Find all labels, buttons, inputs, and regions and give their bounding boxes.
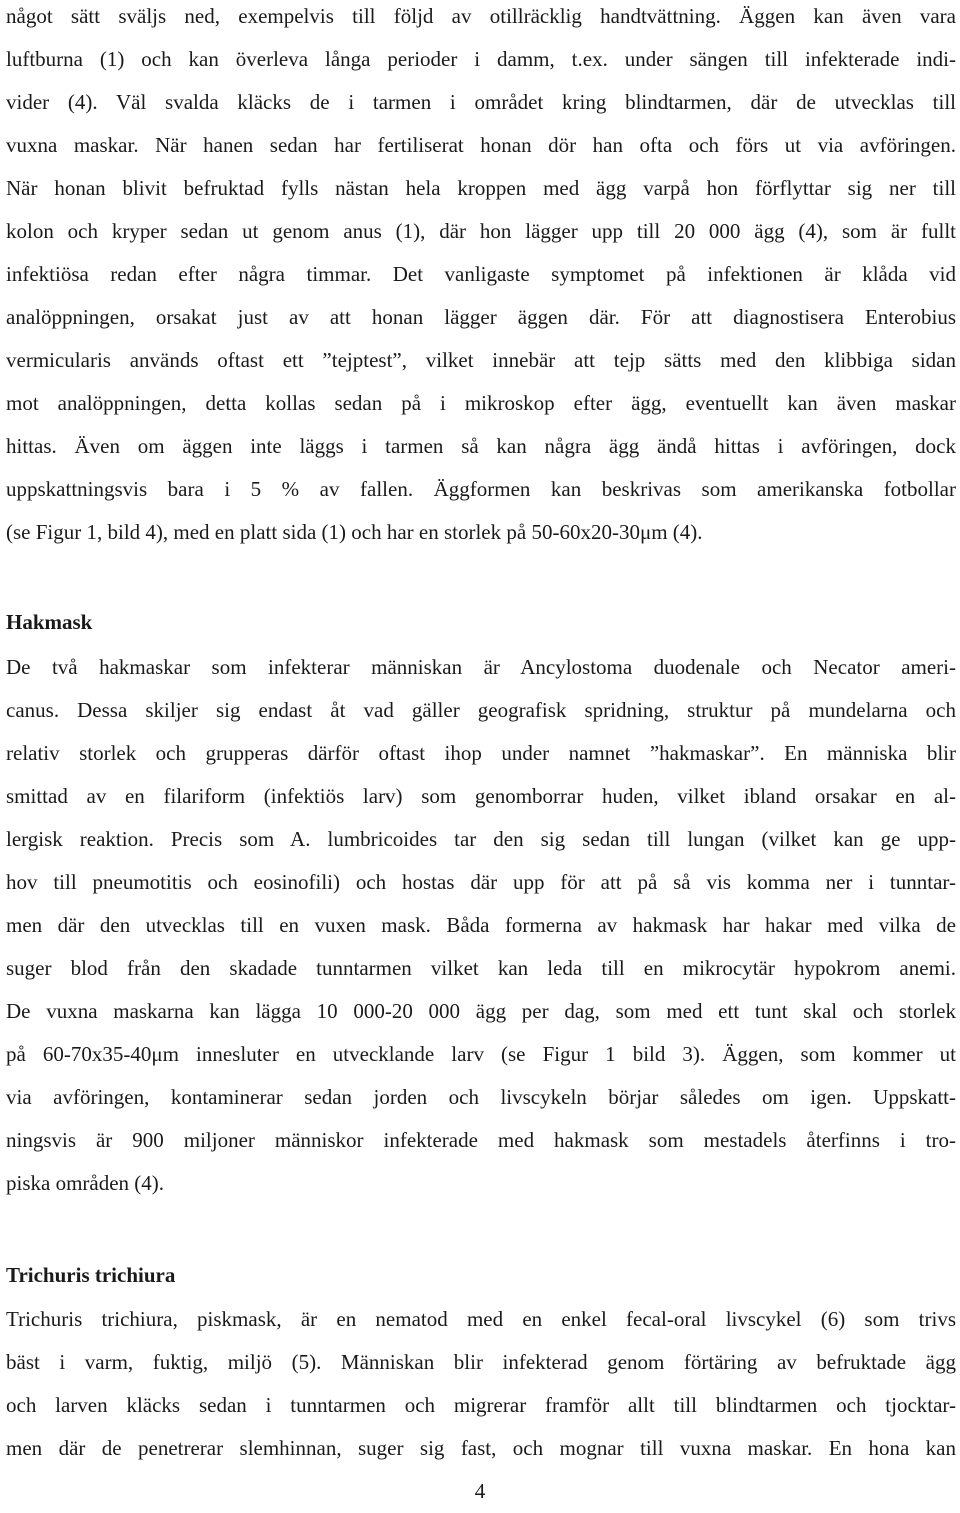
section-heading-hakmask: Hakmask (6, 610, 93, 634)
text-line: relativ storlek och grupperas därför oftast ihop under namnet ”hakmaskar”. En människa blir (6, 741, 956, 765)
text-line: och larven kläcks sedan i tunntarmen och migrerar framför allt till blindtarmen och tjocktar- (6, 1393, 956, 1417)
text-line: suger blod från den skadade tunntarmen vilket kan leda till en mikrocytär hypokrom anemi. (6, 956, 956, 980)
text-line: De två hakmaskar som infekterar människan är Ancylostoma duodenale och Necator ameri- (6, 655, 956, 679)
section-heading-trichuris: Trichuris trichiura (6, 1263, 176, 1287)
text-line: hov till pneumotitis och eosinofili) och hostas där upp för att på så vis komma ner i tunntar- (6, 870, 956, 894)
text-line: vuxna maskar. När hanen sedan har fertiliserat honan dör han ofta och förs ut via avföringen. (6, 133, 956, 157)
text-line: på 60-70x35-40μm innesluter en utvecklande larv (se Figur 1 bild 3). Äggen, som kommer ut (6, 1042, 956, 1066)
text-line: mot analöppningen, detta kollas sedan på i mikroskop efter ägg, eventuellt kan även maskar (6, 391, 956, 415)
text-line: hittas. Även om äggen inte läggs i tarmen så kan några ägg ändå hittas i avföringen, dock (6, 434, 956, 458)
text-line: canus. Dessa skiljer sig endast åt vad gäller geografisk spridning, struktur på mundelarna och (6, 698, 956, 722)
text-line: via avföringen, kontaminerar sedan jorden och livscykeln börjar således om igen. Uppskatt- (6, 1085, 956, 1109)
text-line: men där den utvecklas till en vuxen mask. Båda formerna av hakmask har hakar med vilka de (6, 913, 956, 937)
text-line: något sätt sväljs ned, exempelvis till följd av otillräcklig handtvättning. Äggen kan även vara (6, 4, 956, 28)
text-line: analöppningen, orsakat just av att honan lägger äggen där. För att diagnostisera Enterobius (6, 305, 956, 329)
text-line: lergisk reaktion. Precis som A. lumbricoides tar den sig sedan till lungan (vilket kan ge upp- (6, 827, 956, 851)
text-line: piska områden (4). (6, 1171, 165, 1195)
text-line: Trichuris trichiura, piskmask, är en nematod med en enkel fecal-oral livscykel (6) som trivs (6, 1307, 956, 1331)
page-number: 4 (474, 1479, 486, 1503)
text-line: men där de penetrerar slemhinnan, suger sig fast, och mognar till vuxna maskar. En hona kan (6, 1436, 956, 1460)
text-line: De vuxna maskarna kan lägga 10 000-20 000 ägg per dag, som med ett tunt skal och storlek (6, 999, 956, 1023)
text-line: uppskattningsvis bara i 5 % av fallen. Äggformen kan beskrivas som amerikanska fotbollar (6, 477, 956, 501)
text-line: infektiösa redan efter några timmar. Det vanligaste symptomet på infektionen är klåda vid (6, 262, 956, 286)
text-line: bäst i varm, fuktig, miljö (5). Människan blir infekterad genom förtäring av befruktade ägg (6, 1350, 956, 1374)
text-line: (se Figur 1, bild 4), med en platt sida (1) och har en storlek på 50-60x20-30μm (4). (6, 520, 703, 544)
text-line: smittad av en filariform (infektiös larv) som genomborrar huden, vilket ibland orsakar en al- (6, 784, 956, 808)
text-line: När honan blivit befruktad fylls nästan hela kroppen med ägg varpå hon förflyttar sig ner till (6, 176, 956, 200)
text-line: kolon och kryper sedan ut genom anus (1), där hon lägger upp till 20 000 ägg (4), som är fullt (6, 219, 956, 243)
text-line: vider (4). Väl svalda kläcks de i tarmen i området kring blindtarmen, där de utvecklas till (6, 90, 956, 114)
text-line: vermicularis används oftast ett ”tejptest”, vilket innebär att tejp sätts med den klibbiga sidan (6, 348, 956, 372)
text-line: luftburna (1) och kan överleva långa perioder i damm, t.ex. under sängen till infekterade indi- (6, 47, 956, 71)
text-line: ningsvis är 900 miljoner människor infekterade med hakmask som mestadels återfinns i tro- (6, 1128, 956, 1152)
